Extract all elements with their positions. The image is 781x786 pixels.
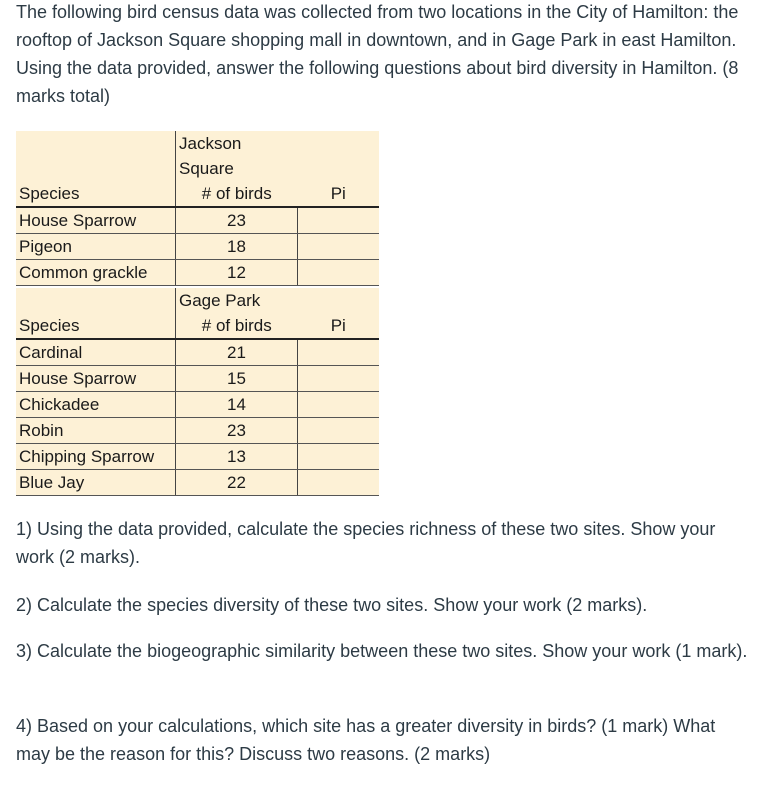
table-row <box>16 470 379 496</box>
question-1: 1) Using the data provided, calculate the species richness of these two sites. Show your work (2 marks). <box>16 519 716 567</box>
birds-header: # of birds <box>176 313 298 339</box>
header-row <box>16 181 379 207</box>
pi-cell <box>298 444 380 470</box>
pi-cell <box>298 418 380 444</box>
birds-cell: 21 <box>176 339 298 366</box>
empty-cell <box>16 288 176 313</box>
pi-cell <box>298 339 380 366</box>
table-row <box>16 260 379 286</box>
species-cell: Blue Jay <box>16 470 176 496</box>
table-row <box>16 207 379 234</box>
species-cell: Robin <box>16 418 176 444</box>
birds-header: # of birds <box>176 181 298 207</box>
table-row <box>16 366 379 392</box>
species-cell: House Sparrow <box>16 207 176 234</box>
header-row-site <box>16 131 379 181</box>
pi-cell <box>298 260 380 286</box>
intro-paragraph: The following bird census data was collected from two locations in the City of Hamilton: the rooftop of Jackson Square shopping mall in downtown, and in Gage Park in east Hamilton. Using the data provided, answer the following questions about bird diversity in Hamilton. (8 marks total) <box>16 2 739 106</box>
species-header: Species <box>16 181 176 207</box>
birds-cell: 15 <box>176 366 298 392</box>
table-row <box>16 418 379 444</box>
table-row <box>16 234 379 260</box>
birds-cell: 23 <box>176 418 298 444</box>
species-cell: Pigeon <box>16 234 176 260</box>
species-cell: Cardinal <box>16 339 176 366</box>
pi-cell <box>298 207 380 234</box>
empty-cell <box>298 131 380 181</box>
species-cell: Common grackle <box>16 260 176 286</box>
species-cell: House Sparrow <box>16 366 176 392</box>
birds-cell: 23 <box>176 207 298 234</box>
table-row <box>16 392 379 418</box>
pi-cell <box>298 392 380 418</box>
gage-park-table <box>16 288 379 496</box>
question-2: 2) Calculate the species diversity of these two sites. Show your work (2 marks). <box>16 595 648 615</box>
birds-cell: 14 <box>176 392 298 418</box>
empty-cell <box>298 288 380 313</box>
birds-cell: 22 <box>176 470 298 496</box>
species-cell: Chickadee <box>16 392 176 418</box>
pi-header: Pi <box>298 181 380 207</box>
birds-cell: 13 <box>176 444 298 470</box>
pi-cell <box>298 234 380 260</box>
jackson-square-table <box>16 131 379 286</box>
table-row <box>16 339 379 366</box>
birds-cell: 12 <box>176 260 298 286</box>
question-4: 4) Based on your calculations, which site has a greater diversity in birds? (1 mark) What may be the reason for this? Discuss two reasons. (2 marks) <box>16 716 716 764</box>
question-3: 3) Calculate the biogeographic similarity between these two sites. Show your work (1 mark). <box>16 641 748 661</box>
header-row <box>16 313 379 339</box>
pi-cell <box>298 470 380 496</box>
birds-cell: 18 <box>176 234 298 260</box>
site-name: Gage Park <box>176 288 298 313</box>
empty-cell <box>16 131 176 181</box>
site-name: Jackson Square <box>176 131 298 181</box>
header-row-site <box>16 288 379 313</box>
species-header: Species <box>16 313 176 339</box>
species-cell: Chipping Sparrow <box>16 444 176 470</box>
table-row <box>16 444 379 470</box>
pi-cell <box>298 366 380 392</box>
pi-header: Pi <box>298 313 380 339</box>
